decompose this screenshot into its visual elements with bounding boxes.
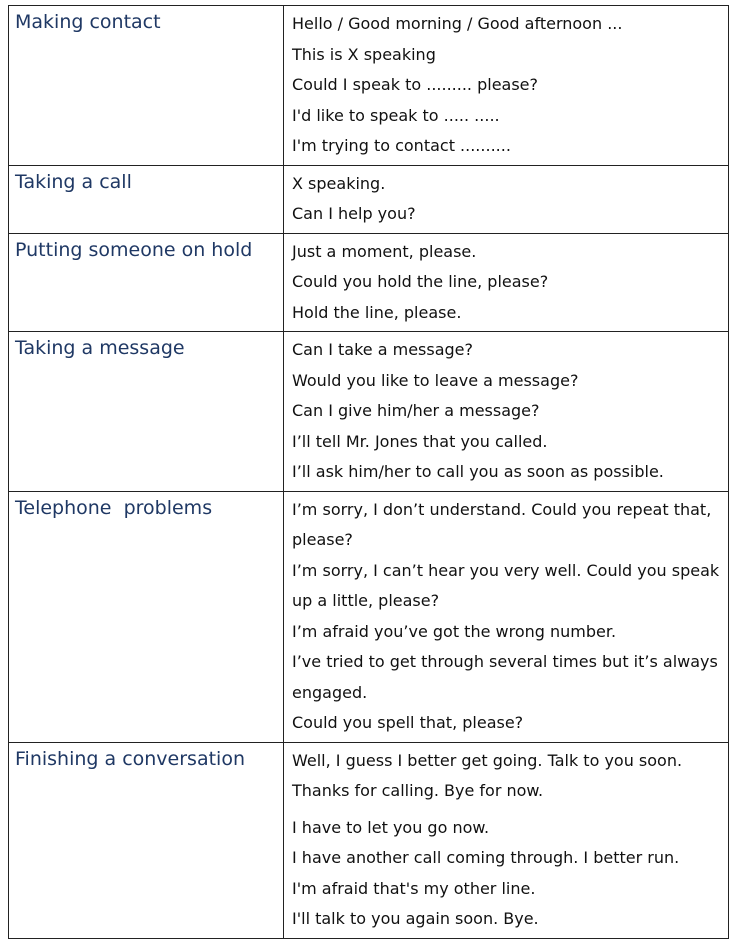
phrase-list xyxy=(284,6,729,166)
phrase: I’ll ask him/her to call you as soon as possible. xyxy=(292,462,664,481)
phrase-list xyxy=(284,332,729,492)
category-label: Making contact xyxy=(9,6,284,166)
section-row-taking-a-call xyxy=(9,165,729,233)
phrase-list xyxy=(284,233,729,332)
section-row-taking-a-message xyxy=(9,332,729,492)
category-label: Taking a message xyxy=(9,332,284,492)
phrase: Can I help you? xyxy=(292,204,416,223)
category-label: Telephone problems xyxy=(9,491,284,742)
phrase: Hold the line, please. xyxy=(292,302,462,322)
phrase: I'm afraid that's my other line. xyxy=(292,878,536,898)
phrase: Can I give him/her a message? xyxy=(292,401,540,420)
phrase: X speaking. xyxy=(292,173,386,193)
phrase: This is X speaking xyxy=(292,44,436,64)
phrase: I’ll tell Mr. Jones that you called. xyxy=(292,431,548,451)
phrase-list xyxy=(284,742,729,938)
category-label: Putting someone on hold xyxy=(9,233,284,332)
phrase: Could you spell that, please? xyxy=(292,713,524,732)
section-row-finishing-a-conversation xyxy=(9,742,729,938)
phrase: I’m sorry, I don’t understand. Could you repeat that, please? xyxy=(292,499,712,549)
phrase: Can I take a message? xyxy=(292,340,473,359)
phrase-list xyxy=(284,491,729,742)
phrase: Could I speak to ......... please? xyxy=(292,75,539,94)
phrase: Well, I guess I better get going. Talk to you soon. xyxy=(292,750,683,770)
phrase: I’m sorry, I can’t hear you very well. Could you speak up a little, please? xyxy=(292,560,720,610)
category-label: Finishing a conversation xyxy=(9,742,284,938)
phrase: Just a moment, please. xyxy=(292,241,477,261)
phrase-list xyxy=(284,165,729,233)
phrase: I'll talk to you again soon. Bye. xyxy=(292,909,539,928)
phrase: I have to let you go now. xyxy=(292,817,490,837)
telephone-phrases-table xyxy=(8,5,729,939)
section-row-telephone-problems xyxy=(9,491,729,742)
phrase: Thanks for calling. Bye for now. xyxy=(292,781,544,800)
section-row-making-contact xyxy=(9,6,729,166)
phrase: Hello / Good morning / Good afternoon ... xyxy=(292,14,623,33)
phrase: I'd like to speak to ..... ..... xyxy=(292,105,500,125)
phrase: I’ve tried to get through several times but it’s always engaged. xyxy=(292,652,718,702)
phrase: Could you hold the line, please? xyxy=(292,272,549,291)
phrase: Would you like to leave a message? xyxy=(292,370,579,390)
phrase: I'm trying to contact .......... xyxy=(292,136,511,155)
phrase: I have another call coming through. I better run. xyxy=(292,848,680,867)
phrase: I’m afraid you’ve got the wrong number. xyxy=(292,621,617,641)
section-row-putting-on-hold xyxy=(9,233,729,332)
category-label: Taking a call xyxy=(9,165,284,233)
